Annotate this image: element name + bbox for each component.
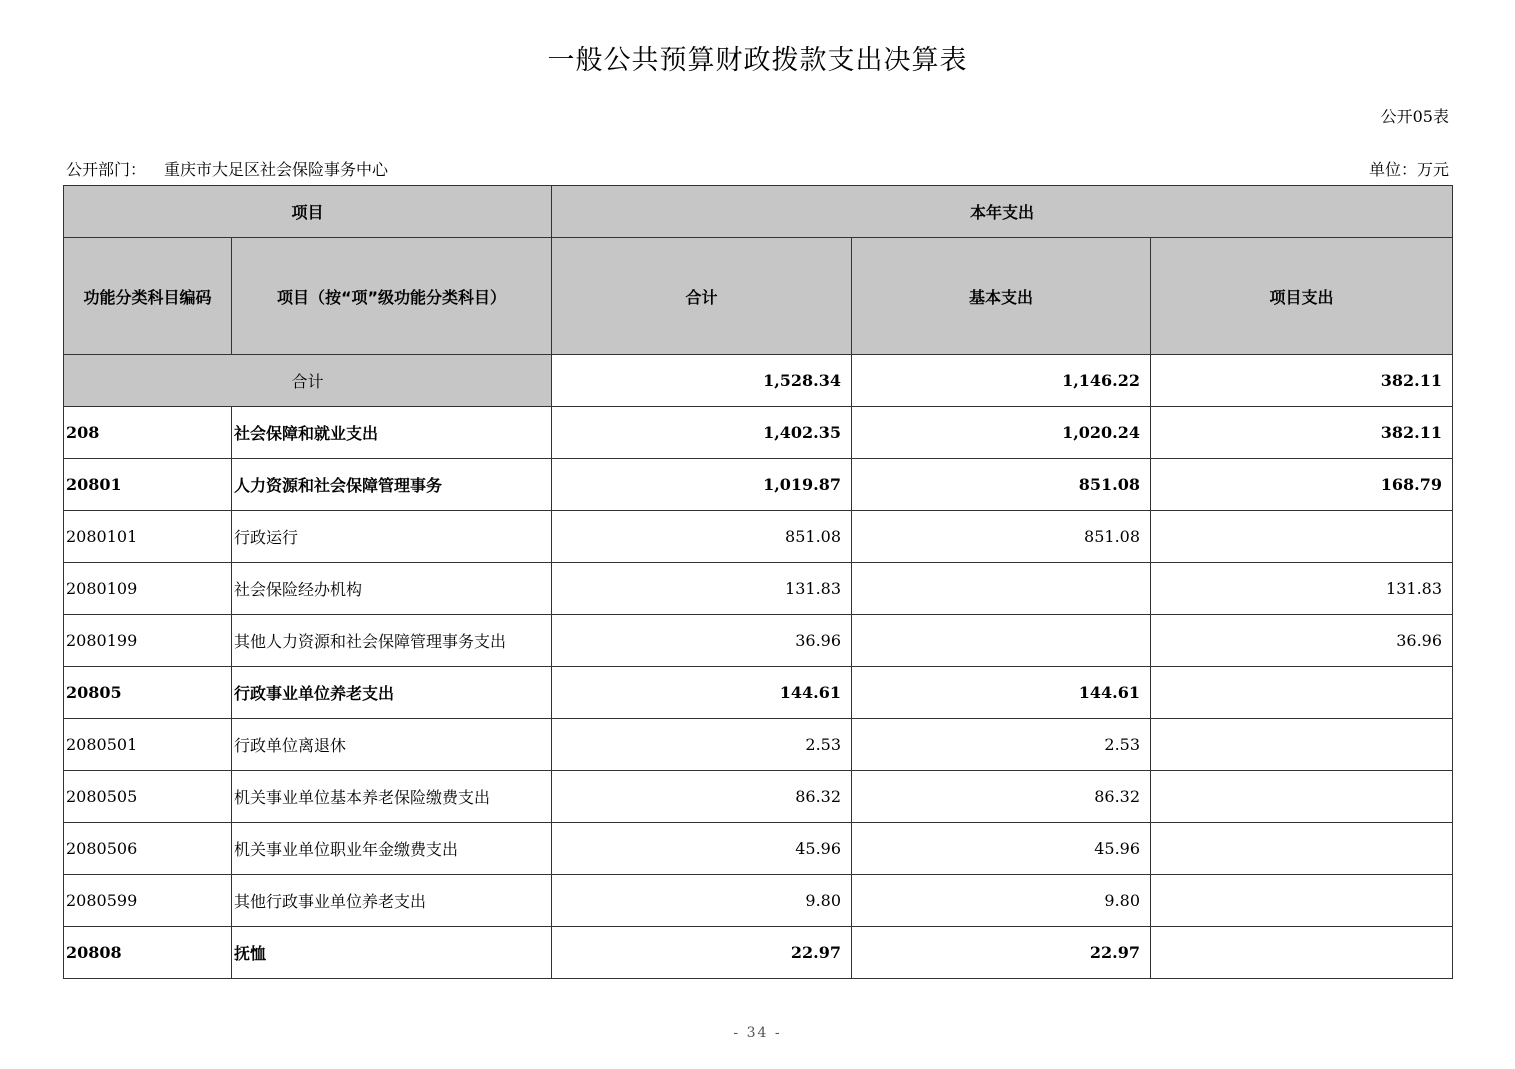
row-code: 20808: [64, 927, 232, 979]
row-total: 22.97: [552, 927, 852, 979]
row-name: 社会保险经办机构: [232, 563, 552, 615]
row-total: 36.96: [552, 615, 852, 667]
row-code: 2080599: [64, 875, 232, 927]
row-total: 131.83: [552, 563, 852, 615]
header-current-year-expense: 本年支出: [552, 186, 1453, 238]
row-basic: 22.97: [852, 927, 1151, 979]
row-basic: [852, 563, 1151, 615]
row-name: 人力资源和社会保障管理事务: [232, 459, 552, 511]
total-project: 382.11: [1151, 355, 1453, 407]
row-project: [1151, 927, 1453, 979]
row-name: 行政单位离退休: [232, 719, 552, 771]
total-basic: 1,146.22: [852, 355, 1151, 407]
total-row: [64, 355, 1453, 407]
row-name: 行政运行: [232, 511, 552, 563]
table-row: [64, 823, 1453, 875]
row-name: 其他人力资源和社会保障管理事务支出: [232, 615, 552, 667]
table-row: [64, 615, 1453, 667]
department-label: 公开部门：: [66, 160, 147, 179]
row-code: 2080506: [64, 823, 232, 875]
row-code: 2080501: [64, 719, 232, 771]
table-row: [64, 459, 1453, 511]
row-name: 机关事业单位职业年金缴费支出: [232, 823, 552, 875]
header-basic: 基本支出: [852, 238, 1151, 355]
table-row: [64, 875, 1453, 927]
row-code: 20805: [64, 667, 232, 719]
table-row: [64, 667, 1453, 719]
row-code: 208: [64, 407, 232, 459]
row-total: 144.61: [552, 667, 852, 719]
row-project: [1151, 823, 1453, 875]
row-project: [1151, 771, 1453, 823]
table-row: [64, 511, 1453, 563]
row-project: 36.96: [1151, 615, 1453, 667]
row-code: 2080505: [64, 771, 232, 823]
row-total: 86.32: [552, 771, 852, 823]
row-name: 其他行政事业单位养老支出: [232, 875, 552, 927]
row-total: 1,402.35: [552, 407, 852, 459]
header-func-code: 功能分类科目编码: [64, 238, 232, 355]
row-basic: 851.08: [852, 459, 1151, 511]
row-project: 131.83: [1151, 563, 1453, 615]
row-project: [1151, 511, 1453, 563]
row-basic: 2.53: [852, 719, 1151, 771]
header-row-2: [64, 238, 1453, 355]
header-project-expense: 项目支出: [1151, 238, 1453, 355]
header-row-1: [64, 186, 1453, 238]
unit-label: 单位：万元: [1368, 160, 1449, 179]
row-project: [1151, 719, 1453, 771]
table-row: [64, 563, 1453, 615]
header-item-name: 项目（按“项”级功能分类科目）: [232, 238, 552, 355]
row-project: 382.11: [1151, 407, 1453, 459]
row-name: 行政事业单位养老支出: [232, 667, 552, 719]
row-project: 168.79: [1151, 459, 1453, 511]
row-total: 1,019.87: [552, 459, 852, 511]
total-label: 合计: [64, 355, 552, 407]
row-total: 9.80: [552, 875, 852, 927]
table-row: [64, 407, 1453, 459]
row-total: 2.53: [552, 719, 852, 771]
row-project: [1151, 667, 1453, 719]
budget-table: [63, 185, 1453, 979]
table-row: [64, 719, 1453, 771]
row-basic: [852, 615, 1151, 667]
row-basic: 86.32: [852, 771, 1151, 823]
table-row: [64, 927, 1453, 979]
row-code: 2080109: [64, 563, 232, 615]
table-code: 公开05表: [1380, 107, 1449, 126]
row-basic: 144.61: [852, 667, 1151, 719]
row-basic: 45.96: [852, 823, 1151, 875]
row-basic: 1,020.24: [852, 407, 1151, 459]
department-info: [66, 157, 388, 180]
table-row: [64, 771, 1453, 823]
total-total: 1,528.34: [552, 355, 852, 407]
row-name: 机关事业单位基本养老保险缴费支出: [232, 771, 552, 823]
header-total: 合计: [552, 238, 852, 355]
row-code: 2080199: [64, 615, 232, 667]
page-number: - 34 -: [733, 1025, 782, 1041]
row-name: 社会保障和就业支出: [232, 407, 552, 459]
row-code: 2080101: [64, 511, 232, 563]
row-basic: 9.80: [852, 875, 1151, 927]
header-project: 项目: [64, 186, 552, 238]
department-name: 重庆市大足区社会保险事务中心: [164, 160, 389, 179]
row-name: 抚恤: [232, 927, 552, 979]
row-total: 45.96: [552, 823, 852, 875]
row-total: 851.08: [552, 511, 852, 563]
page-title: 一般公共预算财政拨款支出决算表: [547, 45, 968, 76]
row-project: [1151, 875, 1453, 927]
row-code: 20801: [64, 459, 232, 511]
row-basic: 851.08: [852, 511, 1151, 563]
